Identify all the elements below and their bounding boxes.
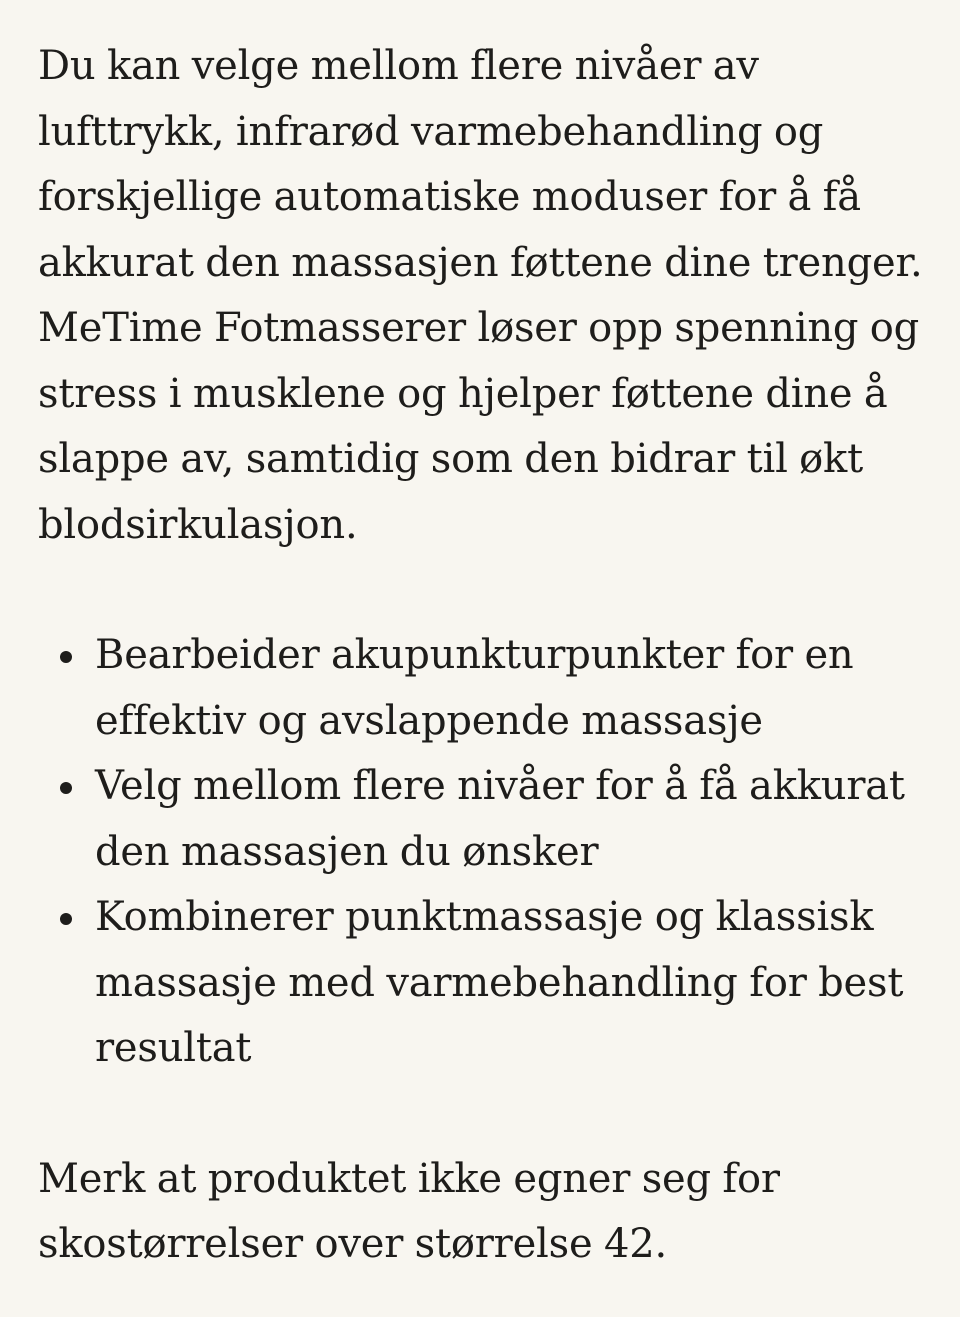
product-description	[38, 34, 928, 1278]
bullet-icon	[60, 651, 72, 663]
feature-list	[38, 623, 928, 1082]
list-item	[38, 754, 920, 885]
feature-text: Bearbeider akupunkturpunkter for en effektiv og avslappende massasje	[95, 632, 854, 744]
feature-text: Kombinerer punktmassasje og klassisk massasje med varmebehandling for best resultat	[95, 894, 904, 1071]
bullet-icon	[60, 913, 72, 925]
list-item	[38, 885, 920, 1082]
list-item	[38, 623, 920, 754]
feature-text: Velg mellom flere nivåer for å få akkurat den massasjen du ønsker	[95, 763, 905, 875]
bullet-icon	[60, 782, 72, 794]
intro-paragraph: Du kan velge mellom flere nivåer av lufttrykk, infrarød varmebehandling og forskjellige automatiske moduser for å få akkurat den massasjen føttene dine trenger. MeTime Fotmasserer løser opp spenning og stress i musklene og hjelper føttene dine å slappe av, samtidig som den bidrar til økt blodsirkulasjon.	[38, 43, 923, 548]
size-note: Merk at produktet ikke egner seg for skostørrelser over størrelse 42.	[38, 1155, 780, 1267]
